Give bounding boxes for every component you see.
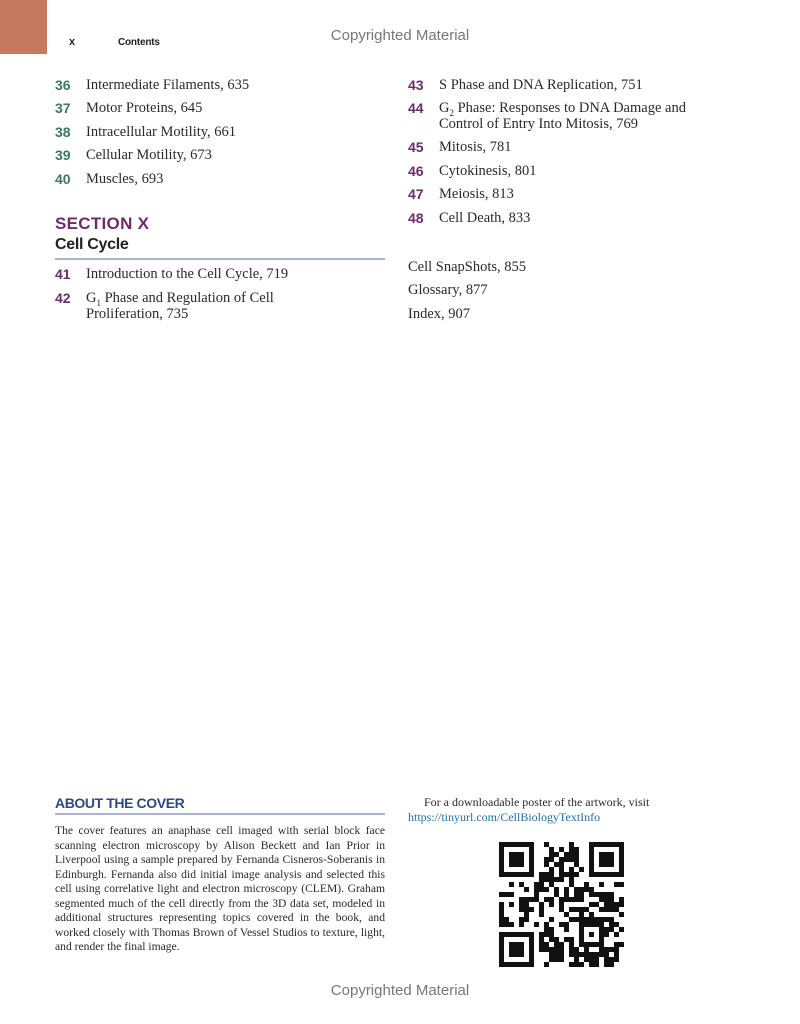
chapter-title: S Phase and DNA Replication, 751 [439, 77, 643, 93]
about-divider [55, 813, 385, 815]
chapter-title: $G_1$ Phase and Regulation of Cell Proliferation, 735 [86, 290, 274, 322]
chapter-title: Cell Death, 833 [439, 210, 531, 226]
section-title: Cell Cycle [55, 236, 129, 253]
chapter-number: 38 [55, 124, 71, 140]
watermark-bottom: Copyrighted Material [330, 982, 470, 999]
chapter-number: 37 [55, 100, 71, 116]
chapter-number: 43 [408, 77, 424, 93]
toc-entry[interactable] [55, 124, 385, 140]
toc-entry[interactable] [408, 163, 738, 179]
chapter-number: 47 [408, 186, 424, 202]
chapter-title: $G_2$ Phase: Responses to DNA Damage and Control of Entry Into Mitosis, 769 [439, 100, 686, 132]
chapter-number: 45 [408, 139, 424, 155]
about-cover-heading: ABOUT THE COVER [55, 795, 185, 811]
section-divider [55, 258, 385, 260]
toc-entry[interactable] [408, 100, 738, 132]
chapter-number: 42 [55, 290, 71, 306]
toc-entry[interactable] [408, 210, 738, 226]
toc-entry[interactable] [55, 100, 385, 116]
chapter-number: 41 [55, 266, 71, 282]
toc-entry[interactable] [55, 171, 385, 187]
chapter-title: Motor Proteins, 645 [86, 100, 203, 116]
chapter-number: 36 [55, 77, 71, 93]
back-matter-item[interactable]: Index, 907 [408, 306, 471, 322]
toc-entry[interactable] [408, 77, 738, 93]
qr-code-icon[interactable] [499, 842, 624, 967]
chapter-number: 39 [55, 147, 71, 163]
chapter-title: Intermediate Filaments, 635 [86, 77, 250, 93]
section-label: SECTION X [55, 214, 150, 233]
chapter-title: Cytokinesis, 801 [439, 163, 537, 179]
chapter-title: Introduction to the Cell Cycle, 719 [86, 266, 289, 282]
page-number: x [69, 36, 76, 48]
poster-note [408, 795, 740, 824]
chapter-number: 44 [408, 100, 424, 116]
chapter-number: 46 [408, 163, 424, 179]
toc-entry[interactable] [55, 77, 385, 93]
toc-entry[interactable] [408, 186, 738, 202]
watermark-top: Copyrighted Material [330, 27, 470, 44]
toc-entry[interactable] [408, 139, 738, 155]
chapter-number: 40 [55, 171, 71, 187]
chapter-title: Cellular Motility, 673 [86, 147, 212, 163]
chapter-number: 48 [408, 210, 424, 226]
back-matter-item[interactable]: Glossary, 877 [408, 282, 488, 298]
running-head: Contents [118, 37, 160, 48]
chapter-title: Mitosis, 781 [439, 139, 512, 155]
chapter-title: Muscles, 693 [86, 171, 164, 187]
toc-entry[interactable] [55, 147, 385, 163]
chapter-title: Intracellular Motility, 661 [86, 124, 237, 140]
toc-entry[interactable] [55, 266, 385, 282]
poster-link[interactable]: https://tinyurl.com/CellBiologyTextInfo [408, 809, 601, 824]
toc-entry[interactable] [55, 290, 385, 322]
poster-note-text: For a downloadable poster of the artwork, visit [424, 795, 650, 809]
about-cover-text: The cover features an anaphase cell imaged with serial block face scanning electron microscopy by Alison Beckett and Ian Prior in Liverpool using a sample prepared by Fernanda Cisneros-Soberanis in Edinburgh. Fernanda also did initial image analysis and selected this cell using correlative light and electron microscopy (CLEM). Graham segmented much of the cell directly from the 3D data set, modeled in additional structures representing topics covered in the book, and worked closely with Thomas Brown of Vessel Studios to texture, light, and render the final image. [55, 824, 385, 953]
back-matter-item[interactable]: Cell SnapShots, 855 [408, 259, 527, 275]
chapter-title: Meiosis, 813 [439, 186, 514, 202]
